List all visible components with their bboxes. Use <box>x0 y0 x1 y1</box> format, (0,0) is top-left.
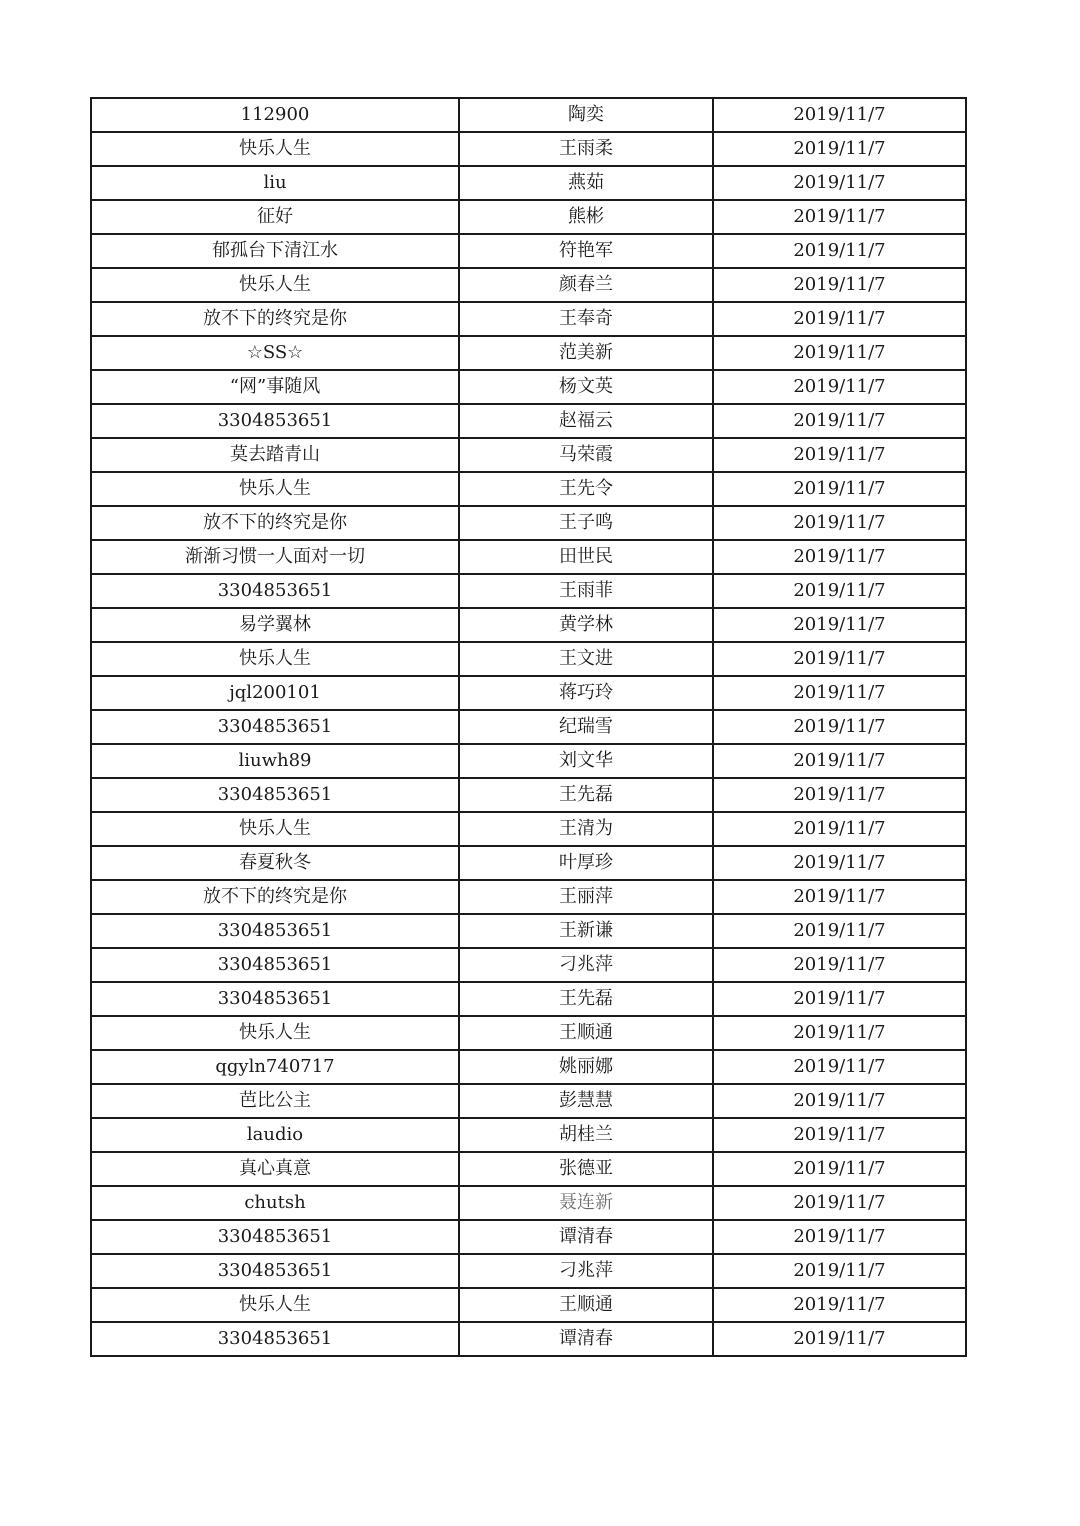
date-cell: 2019/11/7 <box>713 166 966 200</box>
table-row <box>91 914 966 948</box>
table-row <box>91 778 966 812</box>
name-cell: 聂连新 <box>459 1186 713 1220</box>
date-cell: 2019/11/7 <box>713 1220 966 1254</box>
table-row <box>91 846 966 880</box>
name-cell: 王先磊 <box>459 982 713 1016</box>
table-row <box>91 676 966 710</box>
date-cell: 2019/11/7 <box>713 710 966 744</box>
nickname-cell: 112900 <box>91 98 459 132</box>
table-row <box>91 1050 966 1084</box>
table-row <box>91 472 966 506</box>
name-cell: 陶奕 <box>459 98 713 132</box>
nickname-cell: 3304853651 <box>91 948 459 982</box>
date-cell: 2019/11/7 <box>713 778 966 812</box>
date-cell: 2019/11/7 <box>713 302 966 336</box>
date-cell: 2019/11/7 <box>713 1152 966 1186</box>
name-cell: 蒋巧玲 <box>459 676 713 710</box>
nickname-cell: 放不下的终究是你 <box>91 880 459 914</box>
table-row <box>91 1322 966 1356</box>
date-cell: 2019/11/7 <box>713 1186 966 1220</box>
date-cell: 2019/11/7 <box>713 914 966 948</box>
date-cell: 2019/11/7 <box>713 982 966 1016</box>
date-cell: 2019/11/7 <box>713 948 966 982</box>
table-row <box>91 506 966 540</box>
nickname-cell: 3304853651 <box>91 778 459 812</box>
date-cell: 2019/11/7 <box>713 1084 966 1118</box>
table-row <box>91 166 966 200</box>
name-cell: 叶厚珍 <box>459 846 713 880</box>
nickname-cell: 3304853651 <box>91 914 459 948</box>
name-cell: 赵福云 <box>459 404 713 438</box>
name-cell: 燕茹 <box>459 166 713 200</box>
table-row <box>91 404 966 438</box>
nickname-cell: 3304853651 <box>91 1220 459 1254</box>
nickname-cell: chutsh <box>91 1186 459 1220</box>
nickname-cell: 快乐人生 <box>91 642 459 676</box>
table-row <box>91 1288 966 1322</box>
nickname-cell: ☆SS☆ <box>91 336 459 370</box>
table-row <box>91 302 966 336</box>
table-row <box>91 370 966 404</box>
nickname-cell: “网”事随风 <box>91 370 459 404</box>
name-cell: 张德亚 <box>459 1152 713 1186</box>
date-cell: 2019/11/7 <box>713 812 966 846</box>
table-row <box>91 1118 966 1152</box>
date-cell: 2019/11/7 <box>713 1322 966 1356</box>
table-row <box>91 540 966 574</box>
date-cell: 2019/11/7 <box>713 744 966 778</box>
table-row <box>91 1016 966 1050</box>
name-cell: 颜春兰 <box>459 268 713 302</box>
nickname-cell: 快乐人生 <box>91 268 459 302</box>
name-cell: 王顺通 <box>459 1016 713 1050</box>
name-cell: 刘文华 <box>459 744 713 778</box>
name-cell: 符艳军 <box>459 234 713 268</box>
date-cell: 2019/11/7 <box>713 132 966 166</box>
name-cell: 王先磊 <box>459 778 713 812</box>
nickname-cell: 快乐人生 <box>91 812 459 846</box>
name-cell: 王雨菲 <box>459 574 713 608</box>
date-cell: 2019/11/7 <box>713 574 966 608</box>
date-cell: 2019/11/7 <box>713 880 966 914</box>
date-cell: 2019/11/7 <box>713 268 966 302</box>
name-cell: 纪瑞雪 <box>459 710 713 744</box>
date-cell: 2019/11/7 <box>713 608 966 642</box>
nickname-cell: 快乐人生 <box>91 132 459 166</box>
nickname-cell: 3304853651 <box>91 710 459 744</box>
name-cell: 王子鸣 <box>459 506 713 540</box>
date-cell: 2019/11/7 <box>713 404 966 438</box>
table-row <box>91 1186 966 1220</box>
name-cell: 刁兆萍 <box>459 948 713 982</box>
nickname-cell: qgyln740717 <box>91 1050 459 1084</box>
date-cell: 2019/11/7 <box>713 1050 966 1084</box>
nickname-cell: 真心真意 <box>91 1152 459 1186</box>
date-cell: 2019/11/7 <box>713 1288 966 1322</box>
name-cell: 王奉奇 <box>459 302 713 336</box>
nickname-cell: 快乐人生 <box>91 1288 459 1322</box>
table-row <box>91 1220 966 1254</box>
name-cell: 黄学林 <box>459 608 713 642</box>
name-cell: 彭慧慧 <box>459 1084 713 1118</box>
nickname-cell: 快乐人生 <box>91 1016 459 1050</box>
name-cell: 刁兆萍 <box>459 1254 713 1288</box>
nickname-cell: 3304853651 <box>91 404 459 438</box>
date-cell: 2019/11/7 <box>713 1254 966 1288</box>
nickname-cell: jql200101 <box>91 676 459 710</box>
nickname-cell: laudio <box>91 1118 459 1152</box>
date-cell: 2019/11/7 <box>713 200 966 234</box>
date-cell: 2019/11/7 <box>713 540 966 574</box>
table-row <box>91 608 966 642</box>
name-cell: 杨文英 <box>459 370 713 404</box>
table-row <box>91 336 966 370</box>
nickname-cell: 郁孤台下清江水 <box>91 234 459 268</box>
name-cell: 王先令 <box>459 472 713 506</box>
nickname-cell: 放不下的终究是你 <box>91 506 459 540</box>
name-cell: 王文进 <box>459 642 713 676</box>
date-cell: 2019/11/7 <box>713 438 966 472</box>
table-row <box>91 812 966 846</box>
name-cell: 谭清春 <box>459 1322 713 1356</box>
nickname-cell: liuwh89 <box>91 744 459 778</box>
nickname-cell: 3304853651 <box>91 1322 459 1356</box>
name-cell: 王丽萍 <box>459 880 713 914</box>
nickname-cell: 渐渐习惯一人面对一切 <box>91 540 459 574</box>
table-row <box>91 744 966 778</box>
table-row <box>91 234 966 268</box>
table-row <box>91 200 966 234</box>
date-cell: 2019/11/7 <box>713 676 966 710</box>
name-cell: 王清为 <box>459 812 713 846</box>
table-body <box>91 98 966 1356</box>
date-cell: 2019/11/7 <box>713 370 966 404</box>
table-row <box>91 1152 966 1186</box>
date-cell: 2019/11/7 <box>713 506 966 540</box>
name-cell: 王顺通 <box>459 1288 713 1322</box>
nickname-cell: 征好 <box>91 200 459 234</box>
name-cell: 范美新 <box>459 336 713 370</box>
table-row <box>91 268 966 302</box>
table-row <box>91 710 966 744</box>
table-row <box>91 642 966 676</box>
date-cell: 2019/11/7 <box>713 642 966 676</box>
nickname-cell: 3304853651 <box>91 574 459 608</box>
name-cell: 王新谦 <box>459 914 713 948</box>
date-cell: 2019/11/7 <box>713 234 966 268</box>
name-cell: 胡桂兰 <box>459 1118 713 1152</box>
date-cell: 2019/11/7 <box>713 336 966 370</box>
nickname-cell: 春夏秋冬 <box>91 846 459 880</box>
date-cell: 2019/11/7 <box>713 846 966 880</box>
table-row <box>91 948 966 982</box>
date-cell: 2019/11/7 <box>713 1118 966 1152</box>
table-row <box>91 574 966 608</box>
name-cell: 姚丽娜 <box>459 1050 713 1084</box>
table-row <box>91 1254 966 1288</box>
nickname-cell: 快乐人生 <box>91 472 459 506</box>
nickname-cell: liu <box>91 166 459 200</box>
table-row <box>91 1084 966 1118</box>
nickname-cell: 放不下的终究是你 <box>91 302 459 336</box>
name-cell: 马荣霞 <box>459 438 713 472</box>
name-cell: 王雨柔 <box>459 132 713 166</box>
nickname-cell: 3304853651 <box>91 1254 459 1288</box>
nickname-cell: 芭比公主 <box>91 1084 459 1118</box>
table-row <box>91 982 966 1016</box>
date-cell: 2019/11/7 <box>713 98 966 132</box>
table-row <box>91 438 966 472</box>
table-row <box>91 98 966 132</box>
name-cell: 田世民 <box>459 540 713 574</box>
table-row <box>91 880 966 914</box>
date-cell: 2019/11/7 <box>713 1016 966 1050</box>
nickname-cell: 易学翼林 <box>91 608 459 642</box>
name-cell: 熊彬 <box>459 200 713 234</box>
donor-list-table <box>90 97 967 1357</box>
nickname-cell: 莫去踏青山 <box>91 438 459 472</box>
date-cell: 2019/11/7 <box>713 472 966 506</box>
name-cell: 谭清春 <box>459 1220 713 1254</box>
nickname-cell: 3304853651 <box>91 982 459 1016</box>
table-row <box>91 132 966 166</box>
